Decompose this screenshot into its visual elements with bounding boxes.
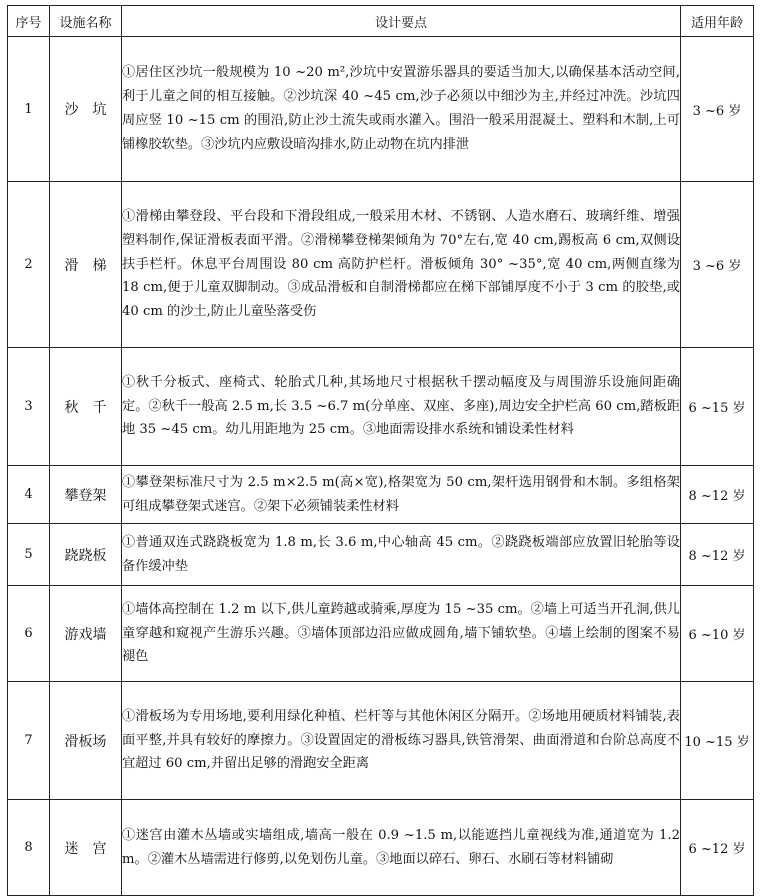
- row-number: 5: [8, 524, 50, 586]
- row-number: 7: [8, 682, 50, 800]
- table-row: [8, 348, 754, 466]
- table-row: [8, 37, 754, 182]
- design-points: ①普通双连式跷跷板宽为 1.8 m,长 3.6 m,中心轴高 45 cm。②跷跷板端部应放置旧轮胎等设备作缓冲垫: [122, 524, 681, 586]
- table-row: [8, 466, 754, 524]
- table-row: [8, 586, 754, 682]
- row-number: 1: [8, 37, 50, 182]
- table-row: [8, 800, 754, 896]
- row-number: 8: [8, 800, 50, 896]
- facility-name: 游戏墙: [50, 586, 122, 682]
- row-number: 4: [8, 466, 50, 524]
- design-points: ①秋千分板式、座椅式、轮胎式几种,其场地尺寸根据秋千摆动幅度及与周围游乐设施间距确定。②秋千一般高 2.5 m,长 3.5 ~6.7 m(分单座、双座、多座),周边安全护栏高 60 cm,踏板距地 35 ~45 cm。幼儿用距地为 25 cm。③地面需设排水系统和铺设柔性材料: [122, 348, 681, 466]
- facility-name: 跷跷板: [50, 524, 122, 586]
- facility-name: 攀登架: [50, 466, 122, 524]
- suitable-age: 3 ~6 岁: [681, 182, 754, 348]
- facility-name: 秋千: [50, 348, 122, 466]
- suitable-age: 6 ~15 岁: [681, 348, 754, 466]
- row-number: 3: [8, 348, 50, 466]
- facility-name: 滑梯: [50, 182, 122, 348]
- design-points: ①滑板场为专用场地,要利用绿化种植、栏杆等与其他休闲区分隔开。②场地用硬质材料铺装,表面平整,并具有较好的摩擦力。③设置固定的滑板练习器具,铁管滑架、曲面滑道和台阶总高度不宜超过 60 cm,并留出足够的滑跑安全距离: [122, 682, 681, 800]
- suitable-age: 8 ~12 岁: [681, 466, 754, 524]
- suitable-age: 8 ~12 岁: [681, 524, 754, 586]
- facility-name: 沙坑: [50, 37, 122, 182]
- suitable-age: 3 ~6 岁: [681, 37, 754, 182]
- header-age: 适用年龄: [681, 6, 754, 37]
- table-row: [8, 682, 754, 800]
- design-points: ①攀登架标准尺寸为 2.5 m×2.5 m(高×宽),格架宽为 50 cm,架杆选用钢骨和木制。多组格架可组成攀登架式迷宫。②架下必须铺装柔性材料: [122, 466, 681, 524]
- row-number: 2: [8, 182, 50, 348]
- suitable-age: 6 ~10 岁: [681, 586, 754, 682]
- table-header-row: [8, 6, 754, 37]
- suitable-age: 6 ~12 岁: [681, 800, 754, 896]
- row-number: 6: [8, 586, 50, 682]
- design-points: ①滑梯由攀登段、平台段和下滑段组成,一般采用木材、不锈钢、人造水磨石、玻璃纤维、增强塑料制作,保证滑板表面平滑。②滑梯攀登梯架倾角为 70°左右,宽 40 cm,踢板高 6 cm,双侧设扶手栏杆。休息平台周围设 80 cm 高防护栏杆。滑板倾角 30° ~35°,宽 40 cm,两侧直缘为 18 cm,便于儿童双脚制动。③成品滑板和自制滑梯都应在梯下部铺厚度不小于 3 cm 的胶垫,或 40 cm 的沙土,防止儿童坠落受伤: [122, 182, 681, 348]
- facility-design-table: [7, 5, 754, 896]
- table-row: [8, 182, 754, 348]
- design-points: ①居住区沙坑一般规模为 10 ~20 m²,沙坑中安置游乐器具的要适当加大,以确保基本活动空间,利于儿童之间的相互接触。②沙坑深 40 ~45 cm,沙子必须以中细沙为主,并经过冲洗。沙坑四周应竖 10 ~15 cm 的围沿,防止沙土流失或雨水灌入。围沿一般采用混凝土、塑料和木制,上可铺橡胶软垫。③沙坑内应敷设暗沟排水,防止动物在坑内排泄: [122, 37, 681, 182]
- design-points: ①迷宫由灌木丛墙或实墙组成,墙高一般在 0.9 ~1.5 m,以能遮挡儿童视线为准,通道宽为 1.2 m。②灌木丛墙需进行修剪,以免划伤儿童。③地面以碎石、卵石、水刷石等材料铺砌: [122, 800, 681, 896]
- header-no: 序号: [8, 6, 50, 37]
- design-points: ①墙体高控制在 1.2 m 以下,供儿童跨越或骑乘,厚度为 15 ~35 cm。②墙上可适当开孔洞,供儿童穿越和窥视产生游乐兴趣。③墙体顶部边沿应做成圆角,墙下铺软垫。④墙上绘制的图案不易褪色: [122, 586, 681, 682]
- header-name: 设施名称: [50, 6, 122, 37]
- suitable-age: 10 ~15 岁: [681, 682, 754, 800]
- table-row: [8, 524, 754, 586]
- header-points: 设计要点: [122, 6, 681, 37]
- facility-name: 迷宫: [50, 800, 122, 896]
- facility-name: 滑板场: [50, 682, 122, 800]
